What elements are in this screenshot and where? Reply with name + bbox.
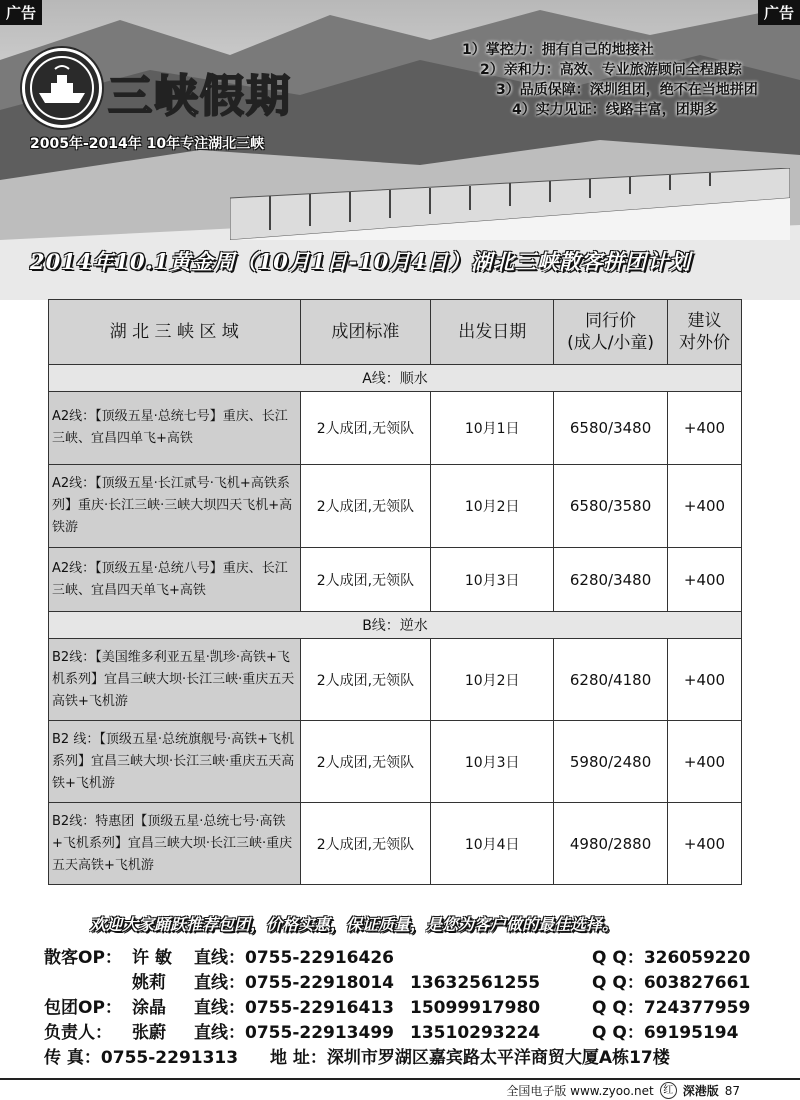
standard-cell: 2人成团,无领队 xyxy=(300,548,431,612)
welcome-banner: 欢迎大家踊跃推荐包团，价格实惠，保证质量，是您为客户做的最佳选择。 xyxy=(90,915,619,934)
date-cell: 10月3日 xyxy=(431,548,554,612)
date-cell: 10月3日 xyxy=(431,721,554,803)
table-row xyxy=(49,721,742,803)
standard-cell: 2人成团,无领队 xyxy=(300,721,431,803)
date-cell: 10月4日 xyxy=(431,803,554,885)
price-table xyxy=(48,299,742,885)
address: 地 址：深圳市罗湖区嘉宾路太平洋商贸大厦A栋17楼 xyxy=(270,1048,670,1068)
contact-role: 包团OP： xyxy=(44,998,122,1018)
table-row xyxy=(49,392,742,465)
route-cell: B2线：【美国维多利亚五星·凯珍·高铁+飞机系列】宜昌三峡大坝·长江三峡·重庆五天高铁+飞机游 xyxy=(49,639,301,721)
price-cell: 6580/3480 xyxy=(554,392,668,465)
header-region: 湖 北 三 峡 区 域 xyxy=(49,300,301,365)
section-a-label: A线：顺水 xyxy=(49,365,742,392)
contact-qq: Q Q：69195194 xyxy=(592,1023,739,1043)
price-cell: 5980/2480 xyxy=(554,721,668,803)
footer-divider xyxy=(0,1078,800,1080)
contact-name: 姚莉 xyxy=(132,973,166,993)
standard-cell: 2人成团,无领队 xyxy=(300,639,431,721)
header-date: 出发日期 xyxy=(431,300,554,365)
table-row xyxy=(49,803,742,885)
standard-cell: 2人成团,无领队 xyxy=(300,392,431,465)
footer-edition: 深港版 xyxy=(682,1084,719,1098)
feature-item: 1）掌控力：拥有自己的地接社 xyxy=(462,42,654,58)
price-cell: 6280/3480 xyxy=(554,548,668,612)
route-cell: A2线：【顶级五星·总统八号】重庆、长江三峡、宜昌四天单飞+高铁 xyxy=(49,548,301,612)
header-price-l2: (成人/小童) xyxy=(567,333,655,353)
brand-slogan: 2005年-2014年 10年专注湖北三峡 xyxy=(30,136,265,152)
route-cell: A2线：【顶级五星·总统七号】重庆、长江三峡、宜昌四单飞+高铁 xyxy=(49,392,301,465)
contact-mobile: 13510293224 xyxy=(410,1023,541,1043)
contact-phone: 直线：0755-22913499 xyxy=(194,1023,394,1043)
route-cell: B2 线：【顶级五星·总统旗舰号·高铁+飞机系列】宜昌三峡大坝·长江三峡·重庆五天高铁+飞机游 xyxy=(49,721,301,803)
ad-tag-left: 广告 xyxy=(0,0,42,25)
fax-number: 传 真：0755-2291313 xyxy=(44,1048,239,1068)
date-cell: 10月1日 xyxy=(431,392,554,465)
headline: 2014年10.1黄金周（10月1日-10月4日）湖北三峡散客拼团计划 xyxy=(30,249,691,274)
table-header-row xyxy=(49,300,742,365)
contact-name: 涂晶 xyxy=(132,998,166,1018)
section-b-label: B线：逆水 xyxy=(49,612,742,639)
suggest-cell: +400 xyxy=(668,548,742,612)
header-standard: 成团标准 xyxy=(300,300,431,365)
banner xyxy=(0,0,800,300)
price-cell: 6580/3580 xyxy=(554,465,668,548)
contact-phone: 直线：0755-22918014 xyxy=(194,973,394,993)
contact-qq: Q Q：603827661 xyxy=(592,973,751,993)
contact-role: 负责人： xyxy=(44,1023,112,1043)
contact-qq: Q Q：724377959 xyxy=(592,998,751,1018)
header-suggest xyxy=(668,300,742,365)
suggest-cell: +400 xyxy=(668,465,742,548)
brand-title: 三峡假期 xyxy=(108,71,292,122)
page-number: 87 xyxy=(724,1083,740,1098)
suggest-cell: +400 xyxy=(668,721,742,803)
date-cell: 10月2日 xyxy=(431,639,554,721)
section-row-b xyxy=(49,612,742,639)
page-footer xyxy=(506,1082,740,1099)
table-row xyxy=(49,639,742,721)
table-row xyxy=(49,548,742,612)
header-price-l1: 同行价 xyxy=(585,311,637,331)
red-seal-icon: 红 xyxy=(660,1082,677,1099)
header-price xyxy=(554,300,668,365)
standard-cell: 2人成团,无领队 xyxy=(300,803,431,885)
footer-site: 全国电子版 www.zyoo.net xyxy=(506,1084,654,1098)
contact-phone: 直线：0755-22916426 xyxy=(194,948,394,968)
suggest-cell: +400 xyxy=(668,639,742,721)
contact-mobile: 13632561255 xyxy=(410,973,541,993)
ad-tag-right: 广告 xyxy=(758,0,800,25)
price-cell: 4980/2880 xyxy=(554,803,668,885)
feature-item: 2）亲和力：高效、专业旅游顾问全程跟踪 xyxy=(480,62,742,78)
price-cell: 6280/4180 xyxy=(554,639,668,721)
dam-illustration xyxy=(230,168,790,240)
contact-mobile: 15099917980 xyxy=(410,998,541,1018)
feature-item: 3）品质保障：深圳组团，绝不在当地拼团 xyxy=(496,82,758,98)
standard-cell: 2人成团,无领队 xyxy=(300,465,431,548)
table-row xyxy=(49,465,742,548)
contact-role: 散客OP： xyxy=(44,948,122,968)
contact-name: 许 敏 xyxy=(132,948,172,968)
header-suggest-l1: 建议 xyxy=(687,311,722,331)
contact-qq: Q Q：326059220 xyxy=(592,948,751,968)
header-suggest-l2: 对外价 xyxy=(679,333,731,353)
route-cell: A2线：【顶级五星·长江贰号·飞机+高铁系列】重庆·长江三峡·三峡大坝四天飞机+高铁游 xyxy=(49,465,301,548)
contact-name: 张蔚 xyxy=(132,1023,166,1043)
contact-phone: 直线：0755-22916413 xyxy=(194,998,394,1018)
suggest-cell: +400 xyxy=(668,392,742,465)
suggest-cell: +400 xyxy=(668,803,742,885)
date-cell: 10月2日 xyxy=(431,465,554,548)
feature-list xyxy=(462,40,758,120)
ship-logo-icon xyxy=(22,48,102,128)
route-cell: B2线：特惠团【顶级五星·总统七号·高铁+飞机系列】宜昌三峡大坝·长江三峡·重庆五天高铁+飞机游 xyxy=(49,803,301,885)
section-row-a xyxy=(49,365,742,392)
feature-item: 4）实力见证：线路丰富，团期多 xyxy=(512,102,718,118)
